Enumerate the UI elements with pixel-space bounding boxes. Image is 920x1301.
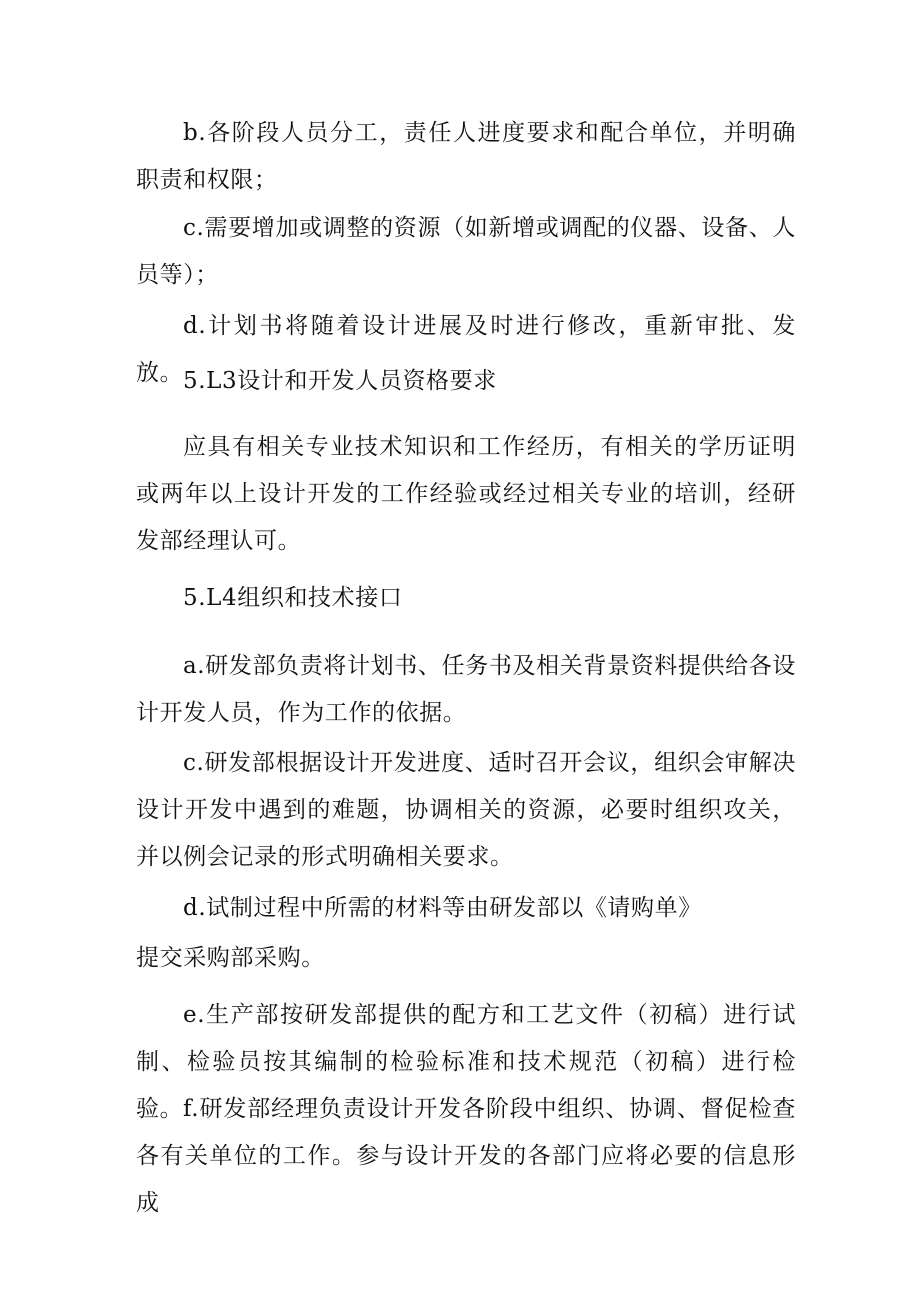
paragraph-d-purchase-continuation: 提交采购部采购。 (136, 945, 325, 971)
paragraph-b-division-of-labor: b.各阶段人员分工，责任人进度要求和配合单位，并明确职责和权限； (136, 120, 796, 193)
section-heading-5-l4: 5.L4组织和技术接口 (183, 585, 403, 611)
paragraph-f-manager-coordination: f.研发部经理负责设计开发各阶段中组织、协调、督促检查各有关单位的工作。参与设计开发的各部门应将必要的信息形成 (136, 1096, 796, 1216)
paragraph-a-rd-provides-docs: a.研发部负责将计划书、任务书及相关背景资料提供给各设计开发人员，作为工作的依据。 (136, 653, 796, 726)
paragraph-e-production-trial: e.生产部按研发部提供的配方和工艺文件（初稿）进行试制、检验员按其编制的检验标准和技术规范（初稿）进行检验。 (136, 1002, 796, 1122)
paragraph-d-plan-revision: d.计划书将随着设计进展及时进行修改，重新审批、发放。 (136, 313, 796, 386)
section-heading-5-l3: 5.L3设计和开发人员资格要求 (183, 368, 497, 394)
paragraph-c-meetings: c.研发部根据设计开发进度、适时召开会议，组织会审解决设计开发中遇到的难题，协调相关的资源，必要时组织攻关，并以例会记录的形式明确相关要求。 (136, 750, 796, 870)
paragraph-d-materials: d.试制过程中所需的材料等由研发部以《请购单》 (183, 895, 702, 921)
paragraph-qualification: 应具有相关专业技术知识和工作经历，有相关的学历证明或两年以上设计开发的工作经验或经过相关专业的培训，经研发部经理认可。 (136, 434, 796, 554)
paragraph-c-resources: c.需要增加或调整的资源（如新增或调配的仪器、设备、人员等）； (136, 215, 796, 288)
